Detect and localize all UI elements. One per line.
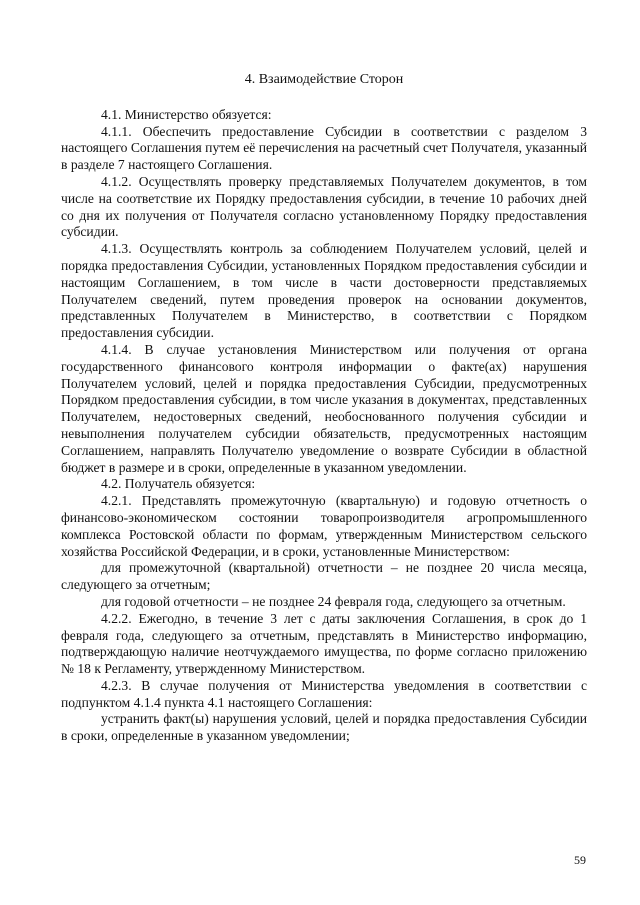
paragraph: 4.1.4. В случае установления Министерством или получения от органа государственного финансового контроля информации о факте(ах) нарушения Получателем условий, целей и порядка предоставления Субсидии, предусмотренных Порядком предоставления субсидии, в том числе указания в документах, представленных Получателем, недостоверных сведений, необоснованного получения субсидии и невыполнения получателем субсидии обязательств, предусмотренных настоящим Соглашением, направлять Получателю уведомление о возврате Субсидии в областной бюджет в размере и в сроки, определенные в указанном уведомлении. xyxy=(61,341,587,475)
section-title: 4. Взаимодействие Сторон xyxy=(244,72,404,87)
paragraph: устранить факт(ы) нарушения условий, целей и порядка предоставления Субсидии в сроки, определенные в указанном уведомлении; xyxy=(61,711,587,744)
paragraph: 4.1.3. Осуществлять контроль за соблюдением Получателем условий, целей и порядка предоставления Субсидии, установленных Порядком предоставления субсидии и настоящим Соглашением, в том числе в части достоверности представляемых Получателем сведений, путем проведения проверок на основании документов, представленных Получателем в Министерство, в соответствии с Порядком предоставления субсидии. xyxy=(61,241,587,341)
paragraph: 4.1. Министерство обязуется: xyxy=(101,106,272,122)
paragraph: 4.2.2. Ежегодно, в течение 3 лет с даты заключения Соглашения, в срок до 1 февраля года, следующего за отчетным, представлять в Министерство информацию, подтверждающую наличие неотчуждаемого имущества, по форме согласно приложению № 18 к Регламенту, утвержденному Министерством. xyxy=(61,610,587,677)
paragraph: 4.2. Получатель обязуется: xyxy=(101,476,256,492)
paragraph: 4.2.1. Представлять промежуточную (квартальную) и годовую отчетность о финансово-экономическом состоянии товаропроизводителя агропромышленного комплекса Ростовской области по формам, утвержденным Министерством сельского хозяйства Российской Федерации, и в сроки, установленные Министерством: xyxy=(61,493,587,559)
paragraph: для годовой отчетности – не позднее 24 февраля года, следующего за отчетным. xyxy=(101,593,566,609)
page-number: 59 xyxy=(574,853,586,867)
paragraph: 4.1.2. Осуществлять проверку представляемых Получателем документов, в том числе на соответствие их Порядку предоставления субсидии, в течение 10 рабочих дней со дня их получения от Получателя согласно установленному Порядку предоставления субсидии. xyxy=(61,173,587,240)
document-page xyxy=(61,72,587,745)
paragraph: 4.1.1. Обеспечить предоставление Субсидии в соответствии с разделом 3 настоящего Соглашения путем её перечисления на расчетный счет Получателя, указанный в разделе 7 настоящего Соглашения. xyxy=(61,123,587,173)
paragraph: 4.2.3. В случае получения от Министерства уведомления в соответствии с подпунктом 4.1.4 пункта 4.1 настоящего Соглашения: xyxy=(61,677,587,710)
paragraph: для промежуточной (квартальной) отчетности – не позднее 20 числа месяца, следующего за отчетным; xyxy=(61,560,587,593)
